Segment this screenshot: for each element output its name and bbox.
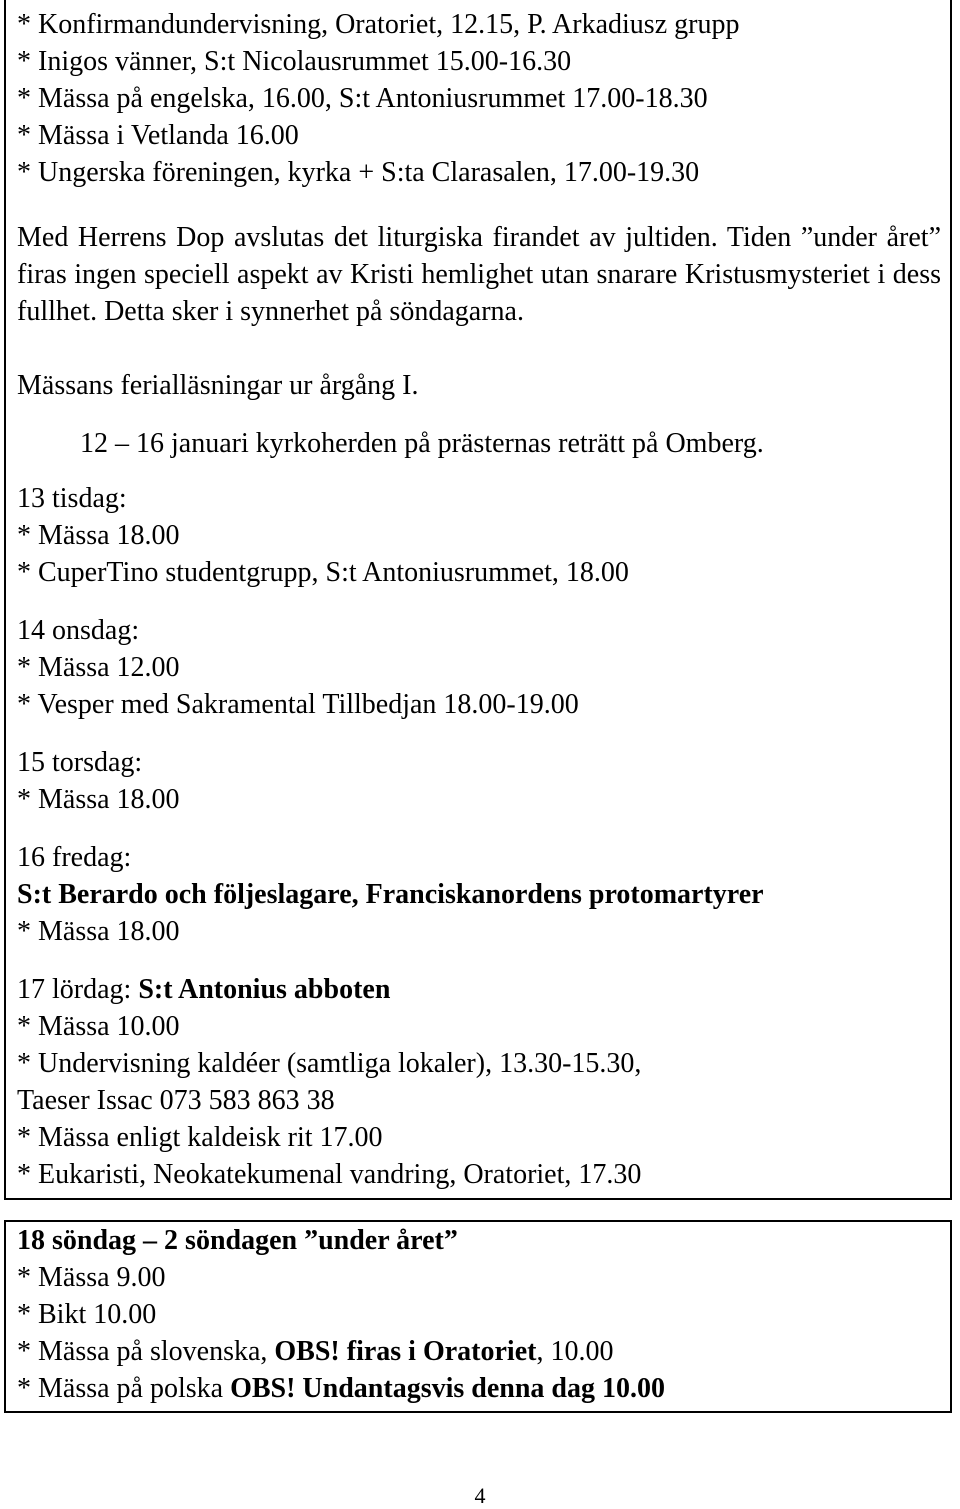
event-line: * Ungerska föreningen, kyrka + S:ta Clarasalen, 17.00-19.30	[17, 157, 700, 188]
retreat-note: 12 – 16 januari kyrkoherden på prästernas reträtt på Omberg.	[80, 428, 764, 459]
day-heading-14: 14 onsdag:	[17, 615, 140, 646]
day-heading-16: 16 fredag:	[17, 842, 132, 873]
event-line: * Vesper med Sakramental Tillbedjan 18.00-19.00	[17, 689, 579, 720]
sunday-heading: 18 söndag – 2 söndagen ”under året”	[17, 1225, 458, 1256]
event-line: * Mässa på slovenska, OBS! firas i Oratoriet, 10.00	[17, 1336, 614, 1367]
event-line: * Mässa 18.00	[17, 916, 180, 947]
event-line: * Mässa 12.00	[17, 652, 180, 683]
feast-title-16: S:t Berardo och följeslagare, Franciskanordens protomartyrer	[17, 879, 764, 910]
event-line: Taeser Issac 073 583 863 38	[17, 1085, 335, 1116]
page-number: 4	[474, 1483, 486, 1508]
event-line: * CuperTino studentgrupp, S:t Antoniusrummet, 18.00	[17, 557, 629, 588]
readings-note: Mässans ferialläsningar ur årgång I.	[17, 370, 419, 401]
event-line: * Inigos vänner, S:t Nicolausrummet 15.00-16.30	[17, 46, 572, 77]
day-heading-13: 13 tisdag:	[17, 483, 127, 514]
event-line: * Mässa på polska OBS! Undantagsvis denna dag 10.00	[17, 1373, 665, 1404]
event-line: * Mässa i Vetlanda 16.00	[17, 120, 299, 151]
event-line: * Bikt 10.00	[17, 1299, 157, 1330]
liturgical-paragraph: Med Herrens Dop avslutas det liturgiska firandet av jultiden. Tiden ”under året” firas ingen speciell aspekt av Kristi hemlighet utan snarare Kristusmysteriet i dess fullhet. Detta sker i synnerhet på söndagarna.	[17, 222, 941, 327]
event-line: * Mässa på engelska, 16.00, S:t Antoniusrummet 17.00-18.30	[17, 83, 708, 114]
day-heading-15: 15 torsdag:	[17, 747, 143, 778]
event-line: * Mässa 18.00	[17, 784, 180, 815]
event-line: * Undervisning kaldéer (samtliga lokaler), 13.30-15.30,	[17, 1048, 642, 1079]
event-line: * Mässa 18.00	[17, 520, 180, 551]
event-line: * Konfirmandundervisning, Oratoriet, 12.15, P. Arkadiusz grupp	[17, 9, 740, 40]
event-line: * Mässa 10.00	[17, 1011, 180, 1042]
event-line: * Eukaristi, Neokatekumenal vandring, Oratoriet, 17.30	[17, 1159, 642, 1190]
day-heading-17: 17 lördag: S:t Antonius abboten	[17, 974, 391, 1005]
feast-title-17: S:t Antonius abboten	[138, 974, 391, 1005]
event-line: * Mässa enligt kaldeisk rit 17.00	[17, 1122, 383, 1153]
event-line: * Mässa 9.00	[17, 1262, 166, 1293]
